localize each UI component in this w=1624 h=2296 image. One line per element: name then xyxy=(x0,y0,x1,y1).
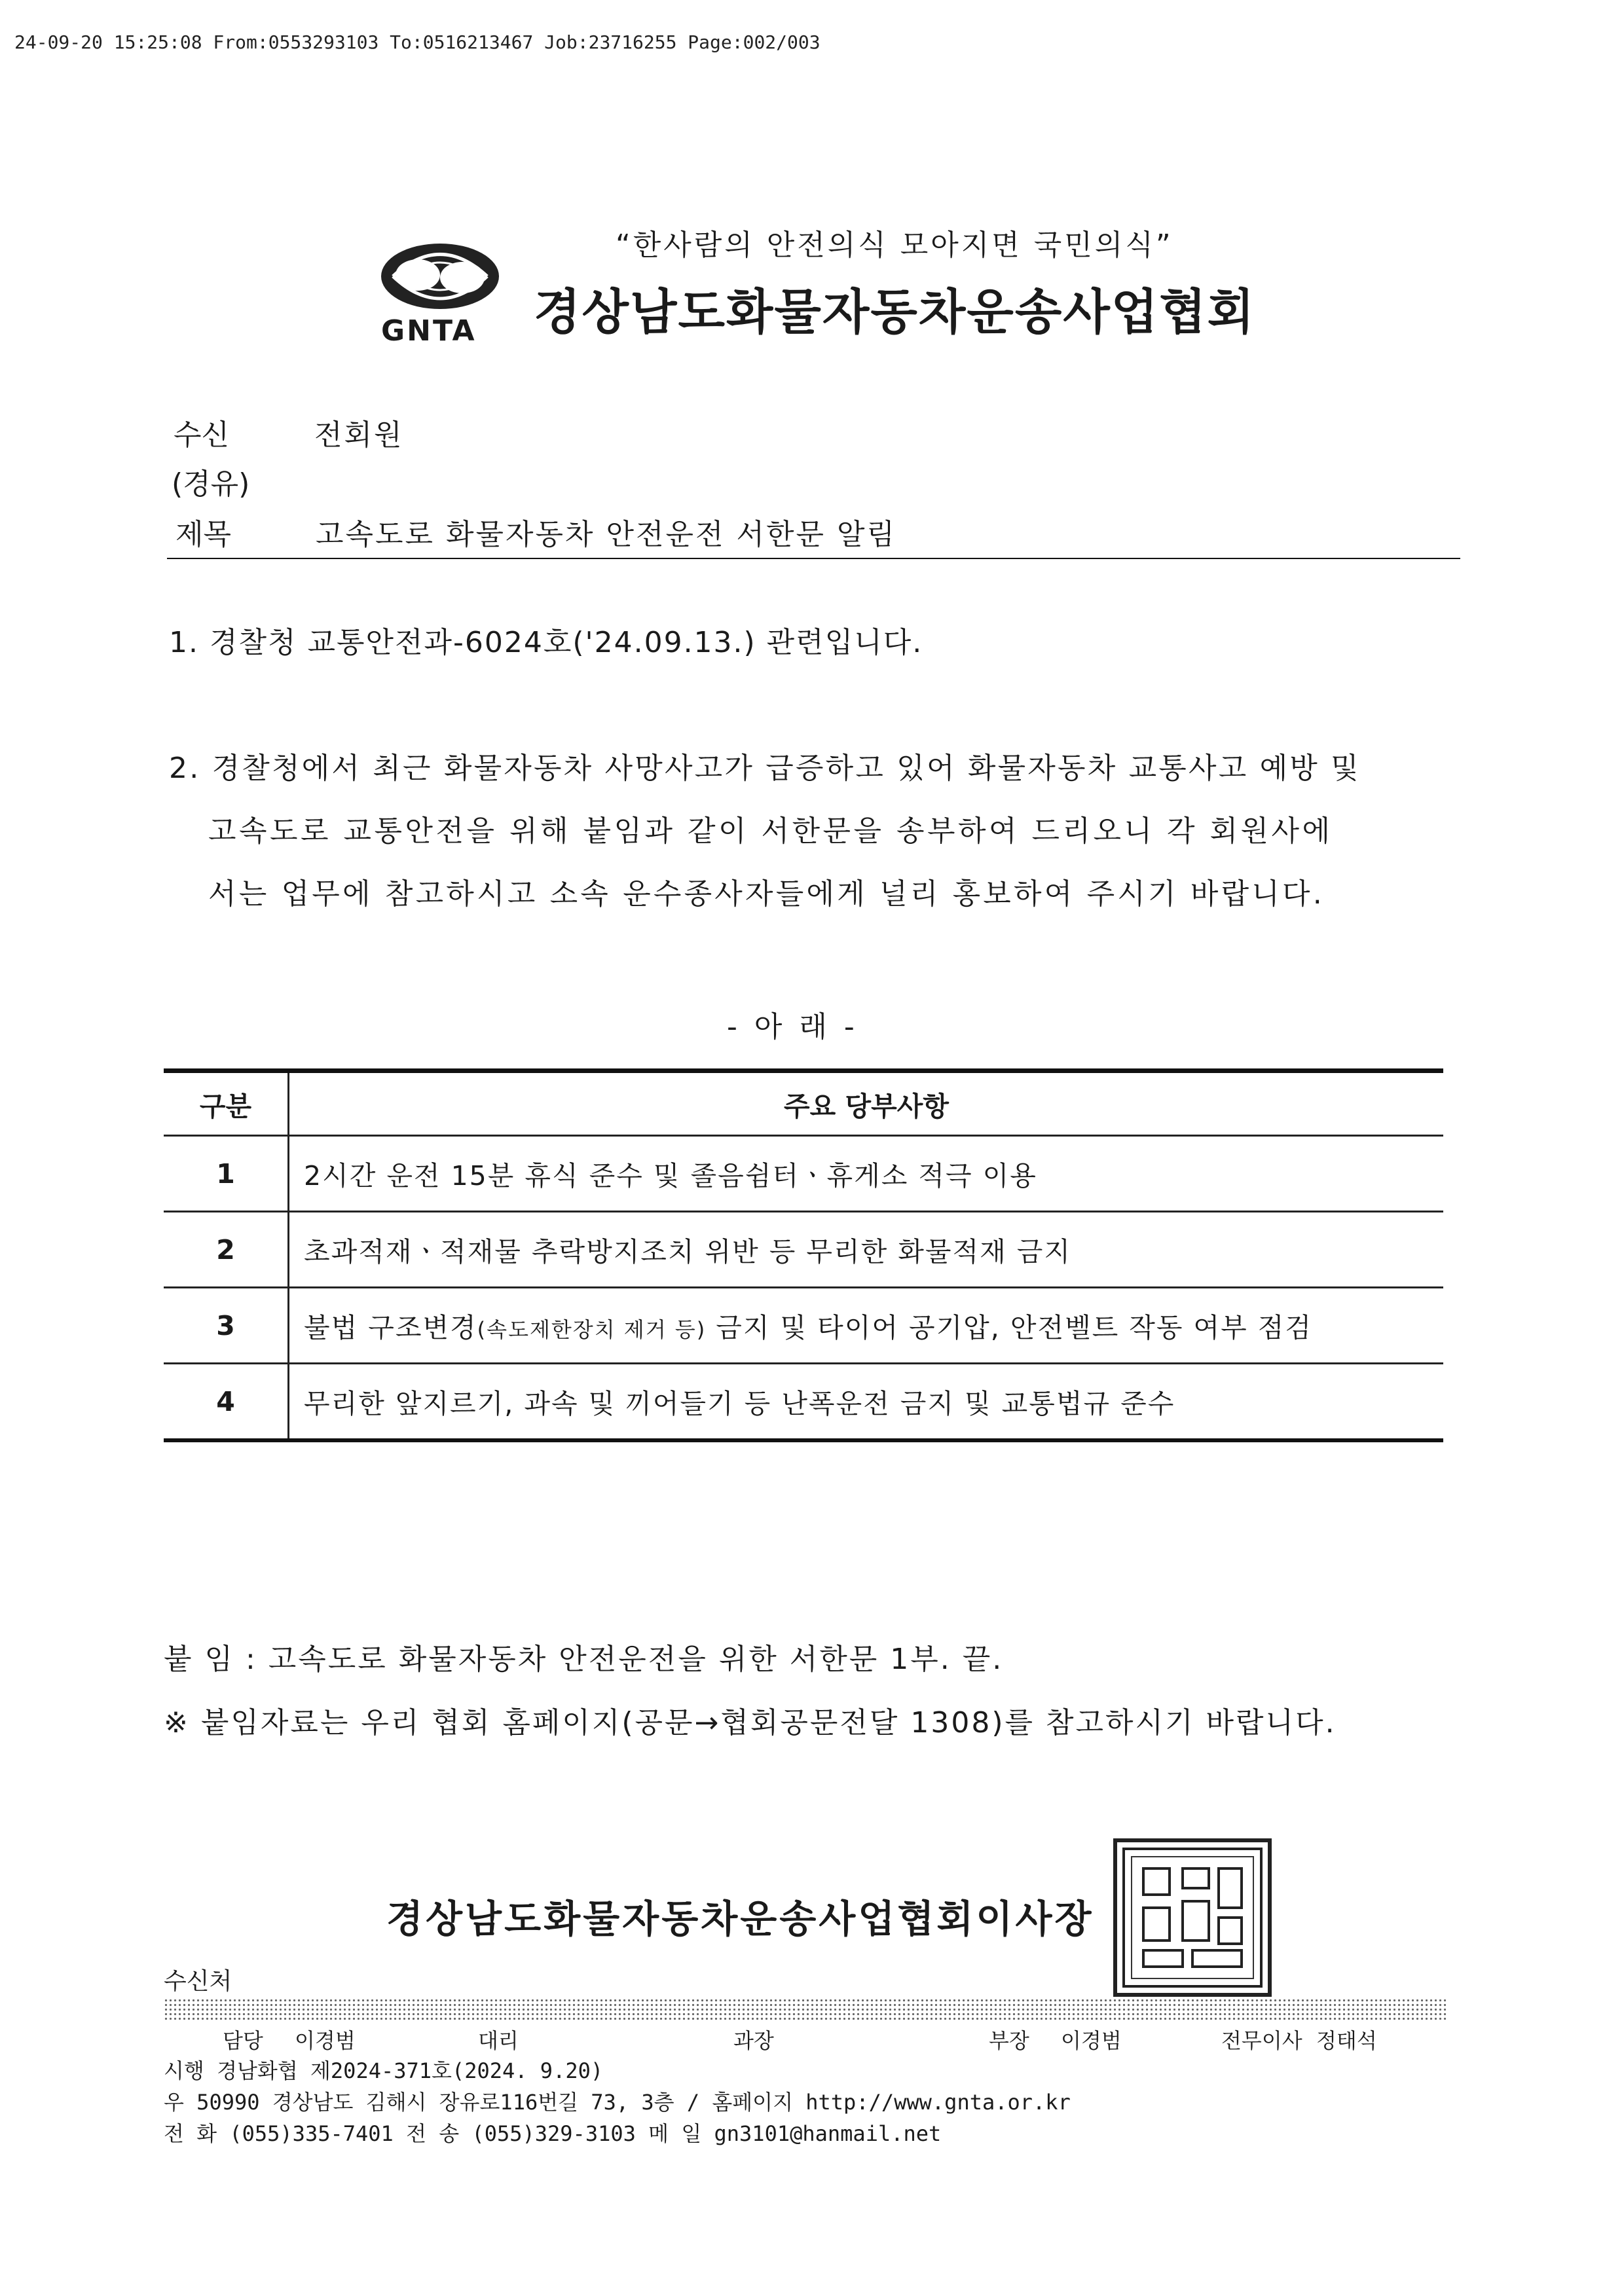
instructions-table xyxy=(164,1068,1443,1442)
row-text-note: (속도제한장치 제거 등) xyxy=(477,1317,707,1342)
logo-text: GNTA xyxy=(381,314,477,348)
staff-role-1-name: 이경범 xyxy=(295,2028,356,2053)
organization-title: 경상남도화물자동차운송사업협회 xyxy=(534,284,1256,340)
table-row xyxy=(164,1212,1443,1288)
staff-role-3-label: 과장 xyxy=(733,2028,774,2053)
paragraph-2-line-2: 고속도로 교통안전을 위해 붙임과 같이 서한문을 송부하여 드리오니 각 회원사에 xyxy=(208,814,1333,848)
recipients-label: 수신처 xyxy=(164,1968,232,1995)
row-text: 무리한 앞지르기, 과속 및 끼어들기 등 난폭운전 금지 및 교통법규 준수 xyxy=(289,1364,1444,1441)
row-number: 2 xyxy=(164,1212,289,1288)
recipient-value: 전회원 xyxy=(314,418,404,452)
table-header-row xyxy=(164,1071,1443,1136)
col-header-instructions: 주요 당부사항 xyxy=(289,1071,1444,1136)
document-number: 시행 경남화협 제2024-371호(2024. 9.20) xyxy=(164,2058,604,2083)
paragraph-1: 1. 경찰청 교통안전과-6024호('24.09.13.) 관련입니다. xyxy=(169,626,923,659)
col-header-category: 구분 xyxy=(164,1071,289,1136)
row-number: 3 xyxy=(164,1288,289,1364)
table-row xyxy=(164,1288,1443,1364)
staff-role-4-label: 부장 xyxy=(989,2028,1029,2053)
attachment-line: 붙 임 : 고속도로 화물자동차 안전운전을 위한 서한문 1부. 끝. xyxy=(164,1643,1004,1676)
table-row xyxy=(164,1136,1443,1212)
seal-icon xyxy=(1117,1842,1268,1993)
staff-role-4-name: 이경범 xyxy=(1061,2028,1122,2053)
organization-contact: 전 화 (055)335-7401 전 송 (055)329-3103 메 일 gn3101@hanmail.net xyxy=(164,2121,942,2146)
staff-role-5-name: 정태석 xyxy=(1316,2028,1377,2053)
row-number: 1 xyxy=(164,1136,289,1212)
via-label: (경유) xyxy=(172,467,250,501)
row-text-part-b: 금지 및 타이어 공기압, 안전벨트 작동 여부 점검 xyxy=(706,1312,1313,1343)
staff-role-2-label: 대리 xyxy=(478,2028,519,2053)
gnta-logo xyxy=(367,236,517,354)
row-text-part-a: 불법 구조변경 xyxy=(304,1312,477,1343)
below-heading: - 아 래 - xyxy=(727,1010,858,1044)
row-text xyxy=(289,1288,1444,1364)
staff-role-5-label: 전무이사 xyxy=(1221,2028,1302,2053)
row-text: 초과적재ㆍ적재물 추락방지조치 위반 등 무리한 화물적재 금지 xyxy=(289,1212,1444,1288)
slogan: “한사람의 안전의식 모아지면 국민의식” xyxy=(616,228,1173,262)
row-number: 4 xyxy=(164,1364,289,1441)
table-row xyxy=(164,1364,1443,1441)
paragraph-2-line-1: 2. 경찰청에서 최근 화물자동차 사망사고가 급증하고 있어 화물자동차 교통사고 예방 및 xyxy=(169,752,1361,785)
paragraph-2-line-3: 서는 업무에 참고하시고 소속 운수종사자들에게 널리 홍보하여 주시기 바랍니다. xyxy=(208,877,1325,911)
subject-value: 고속도로 화물자동차 안전운전 서한문 알림 xyxy=(316,518,897,551)
subject-label: 제목 xyxy=(175,518,232,551)
staff-role-1-label: 담당 xyxy=(223,2028,263,2053)
organization-address: 우 50990 경상남도 김해시 장유로116번길 73, 3층 / 홈페이지 http://www.gnta.or.kr xyxy=(164,2090,1071,2115)
sender-signature: 경상남도화물자동차운송사업협회이사장 xyxy=(386,1897,1094,1941)
recipient-label: 수신 xyxy=(174,418,230,452)
attachment-note: ※ 붙임자료는 우리 협회 홈페이지(공문→협회공문전달 1308)를 참고하시기 바랍니다. xyxy=(164,1706,1337,1740)
subject-divider xyxy=(167,558,1460,559)
footer-divider xyxy=(164,1998,1447,2022)
fax-header: 24-09-20 15:25:08 From:0553293103 To:0516213467 Job:23716255 Page:002/003 xyxy=(14,31,821,53)
official-seal-stamp xyxy=(1113,1838,1272,1997)
row-text: 2시간 운전 15분 휴식 준수 및 졸음쉼터ㆍ휴게소 적극 이용 xyxy=(289,1136,1444,1212)
